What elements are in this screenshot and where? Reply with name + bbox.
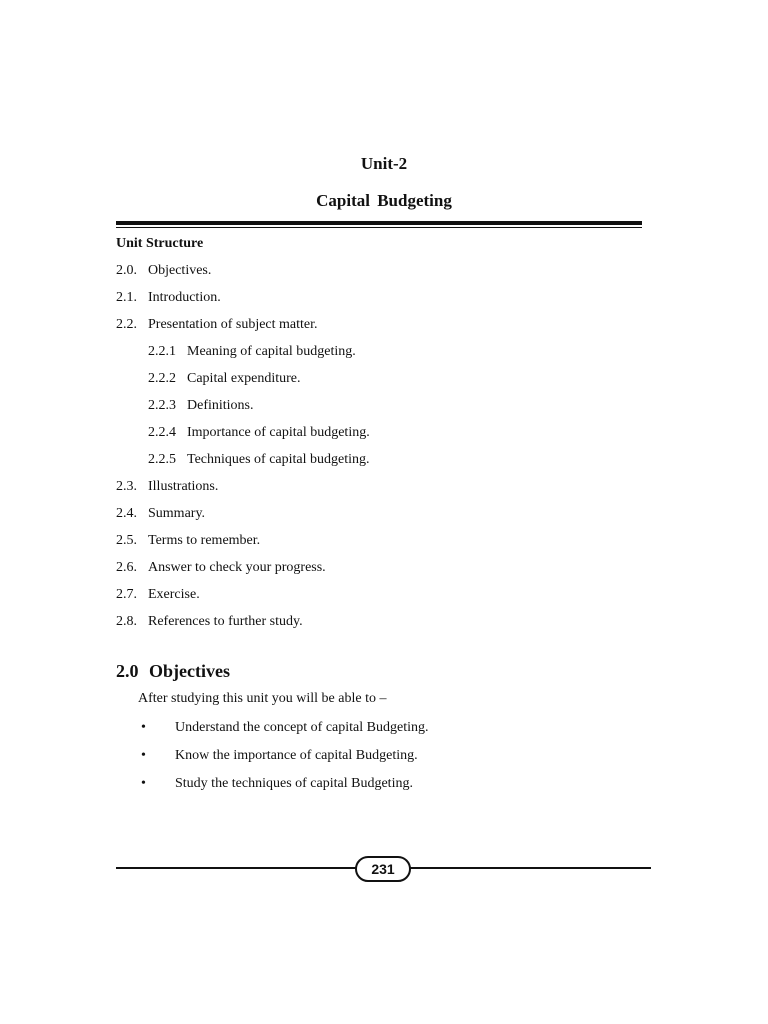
toc-item-text: References to further study.	[148, 614, 303, 629]
toc-item-number: 2.7.	[116, 587, 137, 602]
toc-subitem-capital-expenditure	[148, 370, 301, 387]
objective-bullet-item	[141, 775, 413, 792]
objective-text: Study the techniques of capital Budgeting.	[175, 776, 413, 791]
toc-item-number: 2.0.	[116, 263, 137, 278]
toc-item-text: Exercise.	[148, 587, 200, 602]
toc-item-text: Capital expenditure.	[187, 371, 301, 386]
unit-title: Capital Budgeting	[316, 191, 452, 210]
toc-item-text: Summary.	[148, 506, 206, 521]
bullet-icon: •	[141, 748, 146, 763]
objective-text: Understand the concept of capital Budgeting.	[175, 720, 429, 735]
toc-item-text: Terms to remember.	[148, 533, 261, 548]
toc-item-number: 2.8.	[116, 614, 137, 629]
toc-item-number: 2.2.2	[148, 371, 176, 386]
objective-bullet-item	[141, 719, 428, 736]
toc-item-terms	[116, 532, 260, 549]
objectives-heading	[116, 661, 230, 682]
toc-item-objectives	[116, 262, 211, 279]
toc-item-answers	[116, 559, 326, 576]
toc-item-number: 2.5.	[116, 533, 137, 548]
toc-item-introduction	[116, 289, 221, 306]
title-rule-thick	[116, 221, 642, 225]
toc-subitem-definitions	[148, 397, 254, 414]
toc-item-number: 2.2.1	[148, 344, 176, 359]
unit-structure-heading: Unit Structure	[116, 236, 204, 251]
toc-item-references	[116, 613, 303, 630]
toc-item-presentation	[116, 316, 318, 333]
footer-rule-left	[116, 867, 356, 869]
objectives-heading-text: Objectives	[149, 661, 230, 681]
toc-item-text: Introduction.	[148, 290, 221, 305]
toc-item-number: 2.1.	[116, 290, 137, 305]
toc-item-number: 2.3.	[116, 479, 137, 494]
toc-item-text: Techniques of capital budgeting.	[187, 452, 370, 467]
objectives-intro: After studying this unit you will be able to –	[138, 691, 387, 706]
toc-item-summary	[116, 505, 205, 522]
page-number-badge: 231	[355, 856, 411, 882]
bullet-icon: •	[141, 776, 146, 791]
unit-number: Unit-2	[360, 154, 408, 173]
toc-item-number: 2.2.5	[148, 452, 176, 467]
toc-subitem-meaning	[148, 343, 356, 360]
footer-rule-right	[410, 867, 651, 869]
toc-subitem-importance	[148, 424, 370, 441]
toc-item-text: Illustrations.	[148, 479, 219, 494]
objectives-heading-number: 2.0	[116, 661, 139, 681]
title-rule-thin	[116, 227, 642, 228]
toc-item-text: Objectives.	[148, 263, 212, 278]
toc-item-number: 2.2.4	[148, 425, 176, 440]
objective-text: Know the importance of capital Budgeting.	[175, 748, 418, 763]
toc-item-illustrations	[116, 478, 218, 495]
toc-item-text: Definitions.	[187, 398, 254, 413]
toc-subitem-techniques	[148, 451, 370, 468]
toc-item-number: 2.2.	[116, 317, 137, 332]
toc-item-text: Importance of capital budgeting.	[187, 425, 370, 440]
toc-item-number: 2.4.	[116, 506, 137, 521]
toc-item-text: Answer to check your progress.	[148, 560, 326, 575]
toc-item-number: 2.6.	[116, 560, 137, 575]
toc-item-exercise	[116, 586, 200, 603]
toc-item-text: Meaning of capital budgeting.	[187, 344, 356, 359]
toc-item-text: Presentation of subject matter.	[148, 317, 318, 332]
toc-item-number: 2.2.3	[148, 398, 176, 413]
bullet-icon: •	[141, 720, 146, 735]
objective-bullet-item	[141, 747, 418, 764]
